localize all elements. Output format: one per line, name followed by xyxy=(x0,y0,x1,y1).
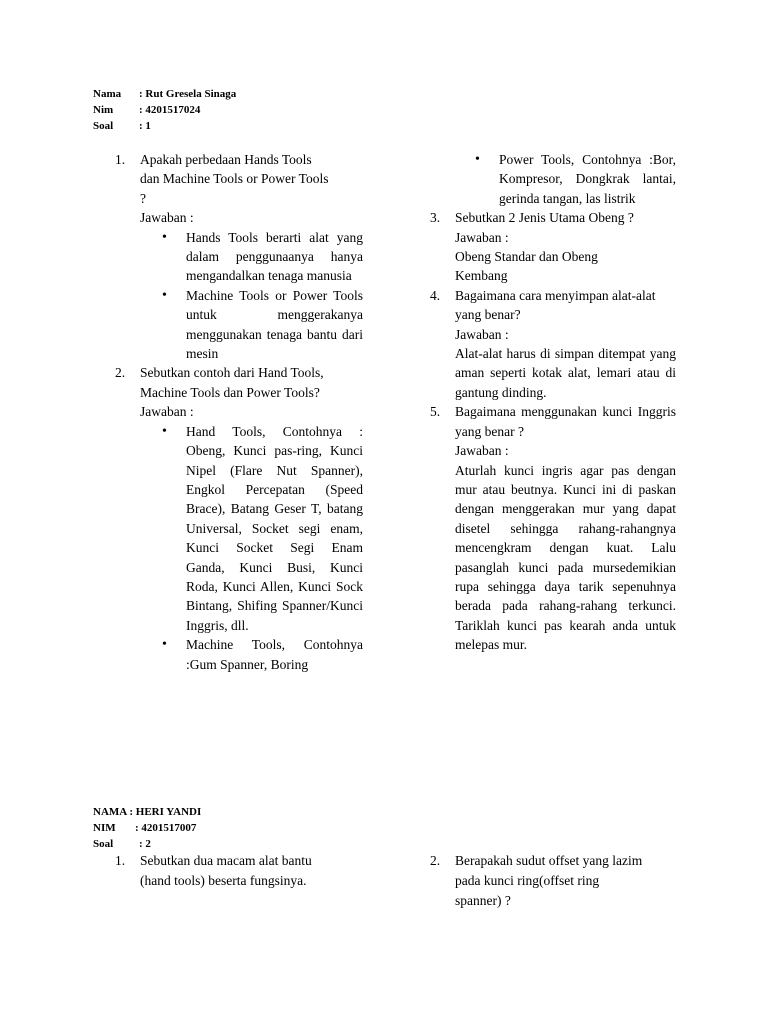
question-text: spanner) ? xyxy=(455,893,511,908)
nim-row xyxy=(93,820,201,836)
question-number: 1. xyxy=(115,152,126,167)
question-text: Sebutkan contoh dari Hand Tools, xyxy=(140,365,324,381)
bullet-item: • Machine Tools or Power Tools untuk menggerakanya menggunakan tenaga bantu dari mesin xyxy=(162,286,363,364)
soal-value: : 2 xyxy=(139,838,151,850)
question-4 xyxy=(430,286,676,402)
right-column xyxy=(430,150,676,655)
question-text: Berapakah sudut offset yang lazim xyxy=(455,853,643,868)
question-text: (hand tools) beserta fungsinya. xyxy=(140,873,307,888)
answer-label: Jawaban : xyxy=(455,443,509,459)
nim-label: NIM xyxy=(93,822,116,834)
question-number: 1. xyxy=(115,853,126,868)
question-text: Bagaimana cara menyimpan alat-alat yang benar? xyxy=(455,287,656,323)
soal-row xyxy=(93,836,201,852)
bullet-item: • Hands Tools berarti alat yang dalam penggunaanya hanya mengandalkan tenaga manusia xyxy=(162,228,363,286)
question-number: 2. xyxy=(430,853,441,868)
soal-label: Soal xyxy=(93,838,114,850)
question-number: 5. xyxy=(430,404,441,420)
question-1 xyxy=(115,150,363,363)
bullet-item: • Hand Tools, Contohnya : Obeng, Kunci pas-ring, Kunci Nipel (Flare Nut Spanner), Engkol Percepatan (Speed Brace), Batang Geser T, batang Universal, Socket segi enam, Kunci Socket Segi Enam Ganda, Kunci Busi, Kunci Roda, Kunci Allen, Kunci Sock Bintang, Shifing Spanner/Kunci Inggris, dll. xyxy=(162,422,363,635)
question-p2-2 xyxy=(430,851,680,911)
soal-value: : 1 xyxy=(139,120,151,132)
question-5 xyxy=(430,402,676,654)
student-header-2 xyxy=(93,804,201,852)
nama-row xyxy=(93,86,236,102)
p2-right-column xyxy=(430,851,680,911)
soal-row xyxy=(93,118,236,134)
question-number: 4. xyxy=(430,287,441,303)
question-p2-1 xyxy=(115,851,365,891)
answer-label: Jawaban : xyxy=(140,404,194,420)
question-text: dan Machine Tools or Power Tools xyxy=(140,171,329,187)
bullet-item: • Machine Tools, Contohnya :Gum Spanner, Boring xyxy=(162,635,363,674)
nim-row xyxy=(93,102,236,118)
bullet-item: • Power Tools, Contohnya :Bor, Kompresor, Dongkrak lantai, gerinda tangan, las listrik xyxy=(475,150,676,208)
answer-label: Jawaban : xyxy=(455,229,509,245)
student-header-1 xyxy=(93,86,236,134)
nim-label: Nim xyxy=(93,104,114,116)
question-text: Sebutkan dua macam alat bantu xyxy=(140,853,312,868)
nim-value: : 4201517024 xyxy=(139,104,201,116)
nama-value: : Rut Gresela Sinaga xyxy=(139,88,237,100)
nama-label: Nama xyxy=(93,88,122,100)
question-text: Sebutkan 2 Jenis Utama Obeng ? xyxy=(455,210,634,226)
answer-label: Jawaban : xyxy=(455,326,509,342)
answer-text: Alat-alat harus di simpan ditempat yang aman seperti kotak alat, lemari atau di gantung dinding. xyxy=(455,346,676,400)
question-text: Machine Tools dan Power Tools? xyxy=(140,384,320,400)
answer-label: Jawaban : xyxy=(140,210,194,226)
question-text: Bagaimana menggunakan kunci Inggris yang benar ? xyxy=(455,404,676,439)
question-text: pada kunci ring(offset ring xyxy=(455,873,600,888)
answer-text: Obeng Standar dan Obeng Kembang xyxy=(455,249,598,284)
answer-text: Aturlah kunci ingris agar pas dengan mur atau beutnya. Kunci ini di paskan dengan menggerakan mur yang dapat disetel sehingga rahang-rahangnya mencengkram dengan kuat. Lalu pasanglah kunci pada mursedemikian rupa sehingga daya tarik sepenuhnya berada pada rahang-rahang terkunci. Tariklah kunci pas kearah anda untuk melepas mur. xyxy=(455,462,676,653)
question-3 xyxy=(430,208,676,286)
question-2 xyxy=(115,363,363,674)
nim-value: : 4201517007 xyxy=(135,822,197,834)
left-column xyxy=(115,150,363,674)
question-text: ? xyxy=(140,190,146,206)
question-number: 2. xyxy=(115,365,126,381)
question-number: 3. xyxy=(430,210,441,226)
p2-left-column xyxy=(115,851,365,891)
soal-label: Soal xyxy=(93,120,114,132)
nama-line: NAMA : HERI YANDI xyxy=(93,806,202,818)
question-text: Apakah perbedaan Hands Tools xyxy=(140,152,312,167)
